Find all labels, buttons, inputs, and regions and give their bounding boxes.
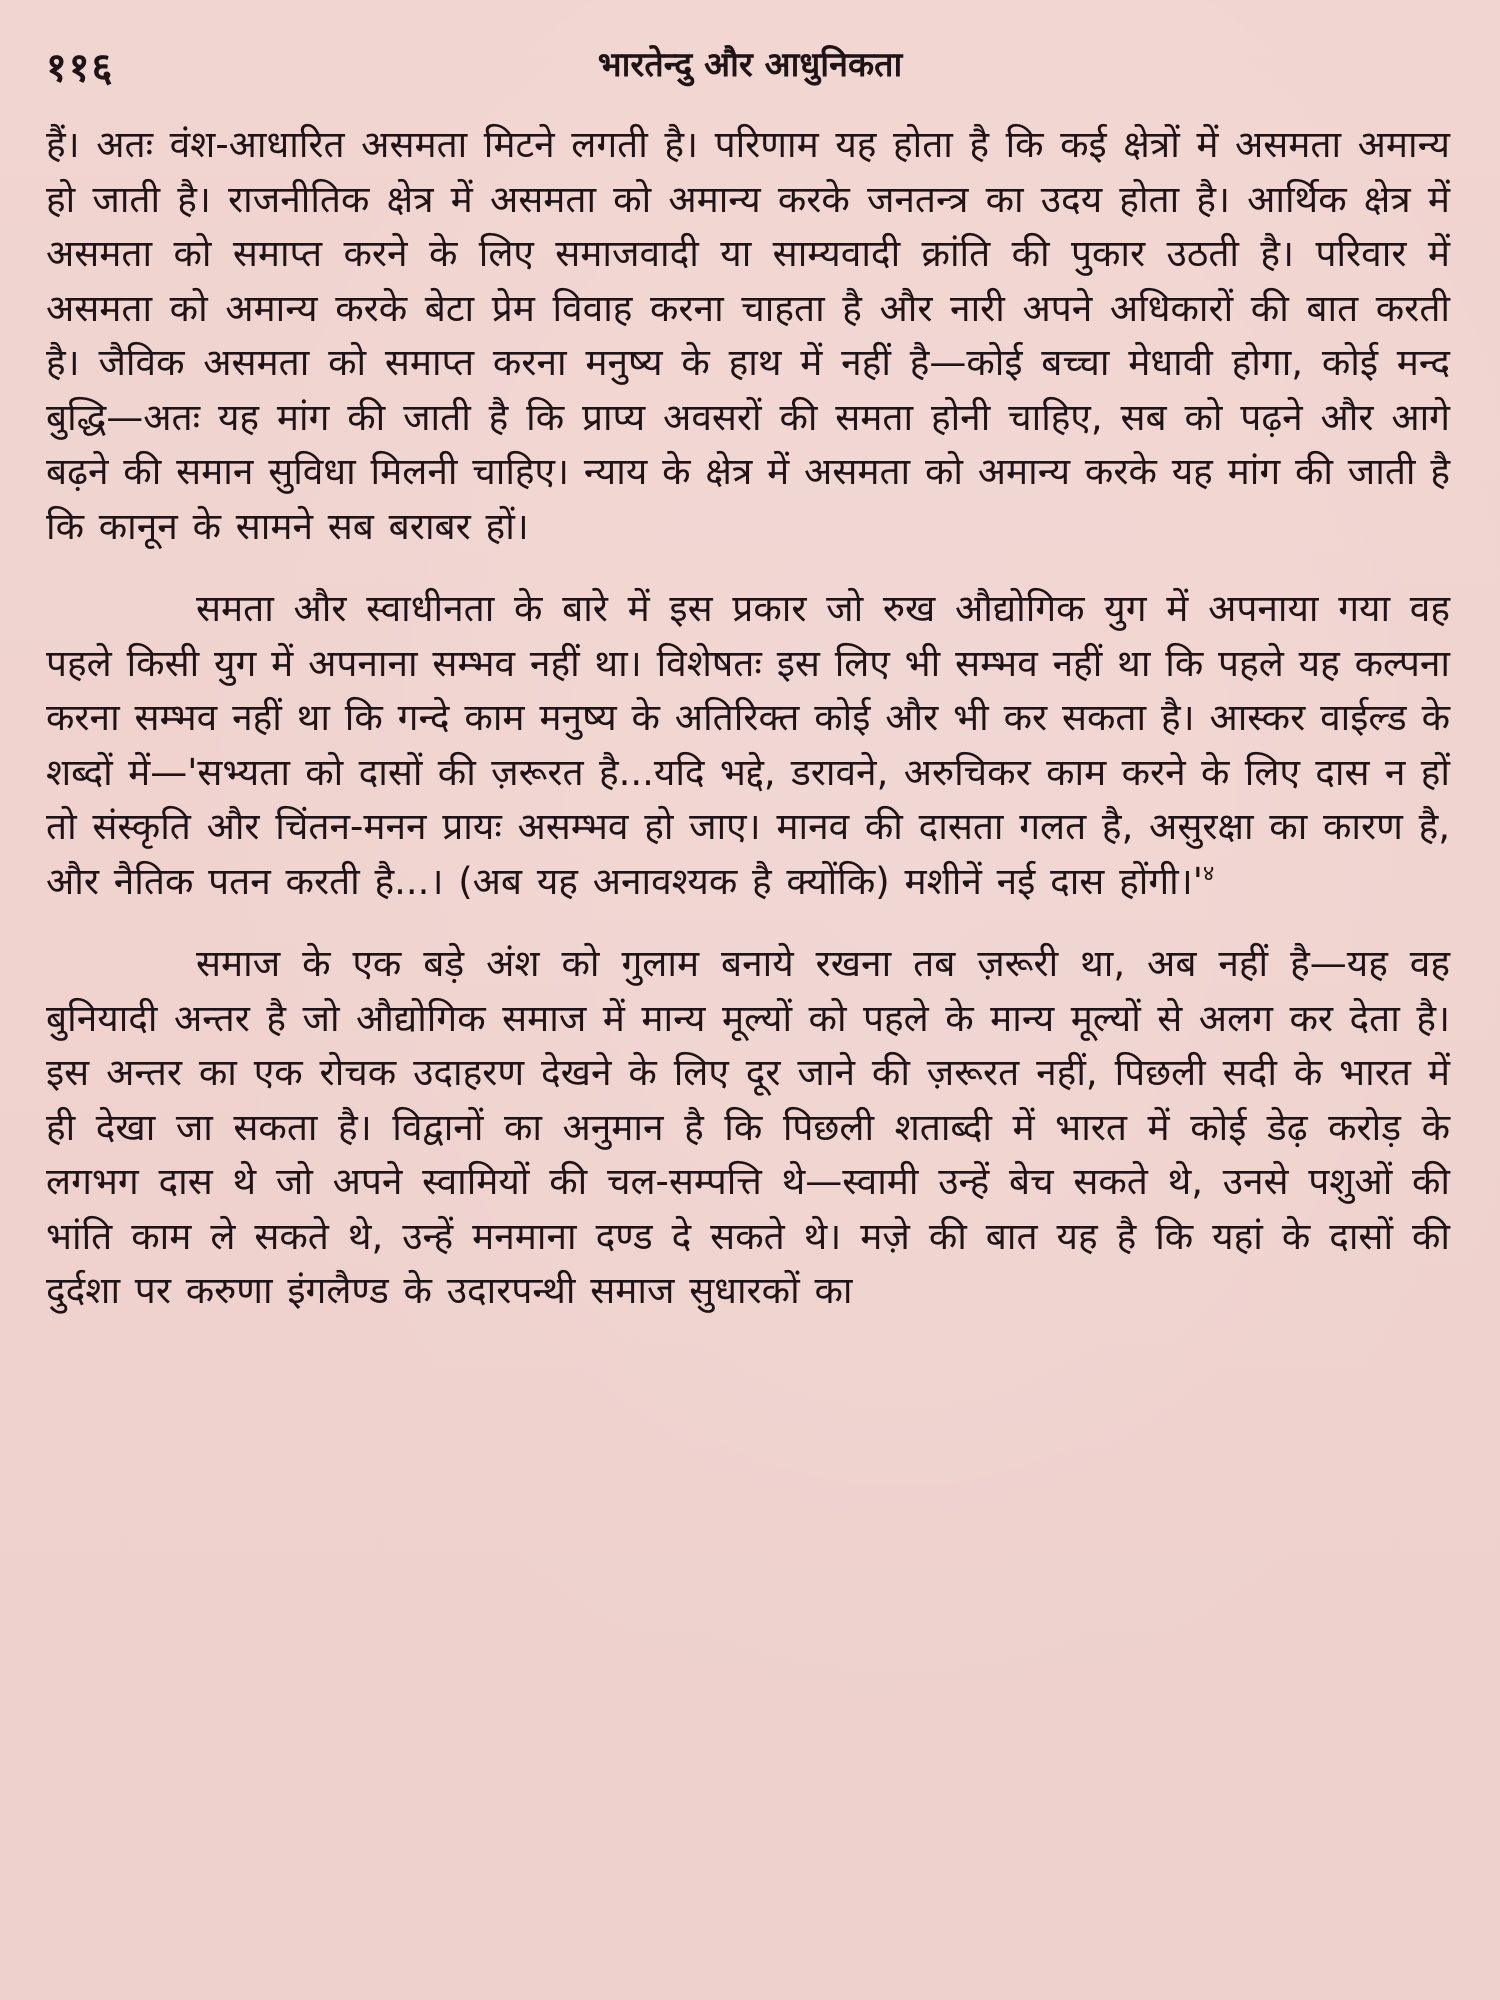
paragraph-2-text: समता और स्वाधीनता के बारे में इस प्रकार जो रुख औद्योगिक युग में अपनाया गया वह पहले किसी युग में अपनाना सम्भव नहीं था। विशेषतः इस लिए भी सम्भव नहीं था कि पहले यह कल्पना करना सम्भव नहीं था कि गन्दे काम मनुष्य के अतिरिक्त कोई और भी कर सकता है। आस्कर वाईल्ड के शब्दों में—'सभ्यता को दासों की ज़रूरत है...यदि भद्दे, डरावने, अरुचिकर काम करने के लिए दास न हों तो संस्कृति और चिंतन-मनन प्रायः असम्भव हो जाए। मानव की दासता गलत है, असुरक्षा का कारण है, और नैतिक पतन करती है...। (अब यह अनावश्यक है क्योंकि) मशीनें नई दास होंगी।' — [46, 587, 1450, 903]
paragraph-3-text: समाज के एक बड़े अंश को गुलाम बनाये रखना तब ज़रूरी था, अब नहीं है—यह वह बुनियादी अन्तर है जो औद्योगिक समाज में मान्य मूल्यों को पहले के मान्य मूल्यों से अलग कर देता है। इस अन्तर का एक रोचक उदाहरण देखने के लिए दूर जाने की ज़रूरत नहीं, पिछली सदी के भारत में ही देखा जा सकता है। विद्वानों का अनुमान है कि पिछली शताब्दी में भारत में कोई डेढ़ करोड़ के लगभग दास थे जो अपने स्वामियों की चल-सम्पत्ति थे—स्वामी उन्हें बेच सकते थे, उनसे पशुओं की भांति काम ले सकते थे, उन्हें मनमाना दण्ड दे सकते थे। मज़े की बात यह है कि यहां के दासों की दुर्दशा पर करुणा इंगलैण्ड के उदारपन्थी समाज सुधारकों का — [46, 942, 1450, 1312]
paragraph-3 — [46, 937, 1450, 1319]
running-title: भारतेन्दु और आधुनिकता — [597, 45, 903, 85]
page-number: ११६ — [46, 45, 115, 91]
page-header — [46, 34, 1454, 94]
paragraph-1 — [46, 118, 1450, 554]
footnote-marker: ४ — [1202, 861, 1215, 887]
body-text — [46, 118, 1450, 1319]
paragraph-2 — [46, 582, 1450, 909]
paragraph-1-text: हैं। अतः वंश-आधारित असमता मिटने लगती है। परिणाम यह होता है कि कई क्षेत्रों में असमता अमान्य हो जाती है। राजनीतिक क्षेत्र में असमता को अमान्य करके जनतन्त्र का उदय होता है। आर्थिक क्षेत्र में असमता को समाप्त करने के लिए समाजवादी या साम्यवादी क्रांति की पुकार उठती है। परिवार में असमता को अमान्य करके बेटा प्रेम विवाह करना चाहता है और नारी अपने अधिकारों की बात करती है। जैविक असमता को समाप्त करना मनुष्य के हाथ में नहीं है—कोई बच्चा मेधावी होगा, कोई मन्द बुद्धि—अतः यह मांग की जाती है कि प्राप्य अवसरों की समता होनी चाहिए, सब को पढ़ने और आगे बढ़ने की समान सुविधा मिलनी चाहिए। न्याय के क्षेत्र में असमता को अमान्य करके यह मांग की जाती है कि कानून के सामने सब बराबर हों। — [46, 123, 1450, 548]
